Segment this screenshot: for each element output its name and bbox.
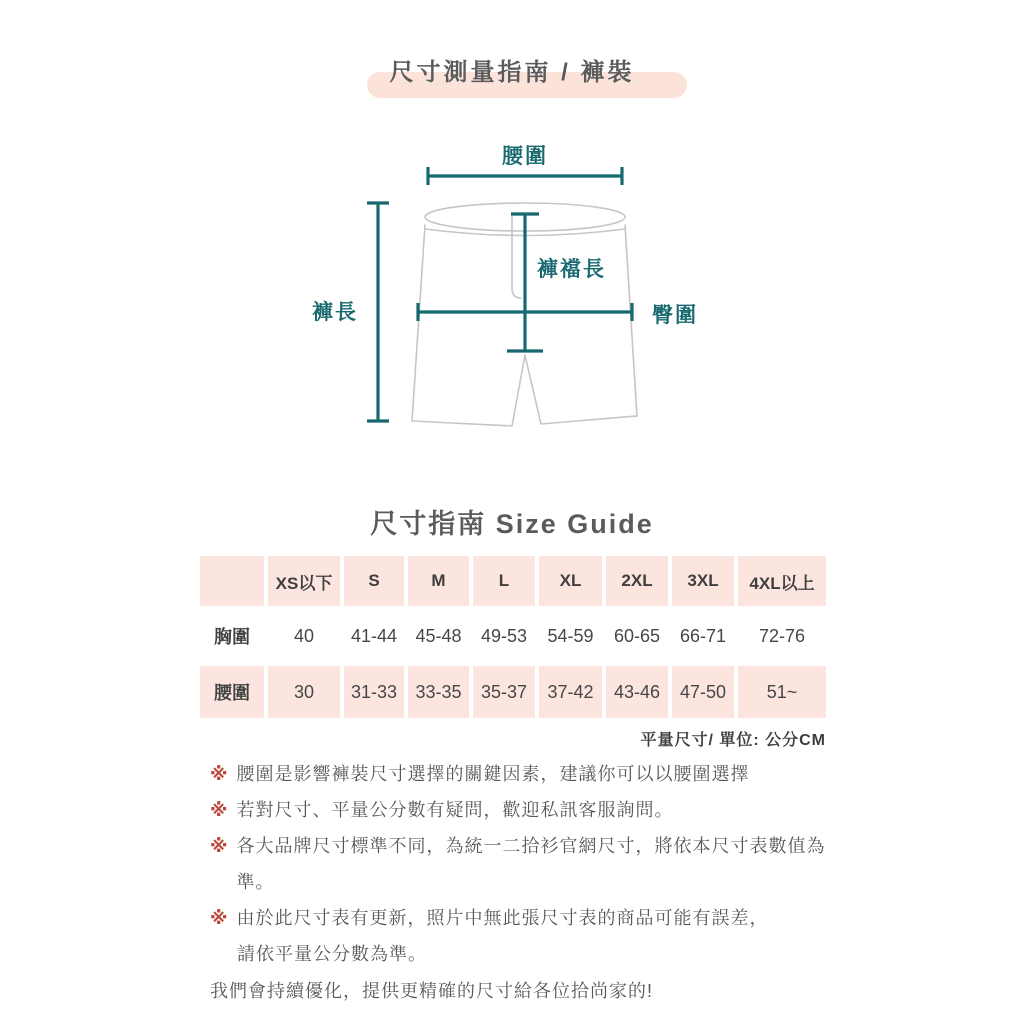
pants-measurement-diagram [300,130,720,460]
table-cell: 37-42 [539,666,602,718]
page-title [389,52,634,87]
table-cell: 45-48 [408,610,469,662]
column-header: 2XL [606,556,668,606]
table-cell: 40 [268,610,340,662]
shorts-diagram-svg [300,130,720,460]
unit-note: 平量尺寸/ 單位: 公分CM [640,732,826,749]
reference-mark-icon: ※ [210,800,229,820]
note-text: 由於此尺寸表有更新，照片中無此張尺寸表的商品可能有誤差， [236,908,769,928]
table-corner-cell [200,556,264,606]
note-item [210,828,850,900]
column-header: XL [539,556,602,606]
notes-section [210,756,850,1009]
reference-mark-icon: ※ [210,764,229,784]
pant-length-label: 褲長 [312,301,358,324]
column-header: S [344,556,404,606]
table-cell: 49-53 [473,610,535,662]
table-cell: 47-50 [672,666,734,718]
table-cell: 31-33 [344,666,404,718]
column-header: 4XL以上 [738,556,826,606]
table-cell: 51~ [738,666,826,718]
table-cell: 43-46 [606,666,668,718]
size-table [200,556,826,718]
closing-note: 我們會持續優化，提供更精確的尺寸給各位拾尚家的! [210,981,653,1001]
table-cell: 30 [268,666,340,718]
table-cell: 33-35 [408,666,469,718]
note-item [210,900,850,936]
waist-label: 腰圍 [502,145,548,168]
column-header: L [473,556,535,606]
column-header: XS以下 [268,556,340,606]
table-cell: 54-59 [539,610,602,662]
page-title-wrap [0,52,1024,87]
reference-mark-icon: ※ [210,836,229,856]
hip-label: 臀圍 [652,304,698,327]
row-label-chest: 胸圍 [200,610,264,662]
table-cell: 41-44 [344,610,404,662]
reference-mark-icon: ※ [210,908,229,928]
table-cell: 66-71 [672,610,734,662]
size-guide-heading: 尺寸指南 Size Guide [370,509,654,539]
page-title-text: 尺寸測量指南 / 褲裝 [389,59,635,86]
crotch-length-label: 褲襠長 [537,258,606,281]
table-cell: 72-76 [738,610,826,662]
note-item [210,792,850,828]
table-cell: 60-65 [606,610,668,662]
measurement-lines [367,167,632,421]
note-text: 各大品牌尺寸標準不同，為統一二拾衫官網尺寸，將依本尺寸表數值為準。 [236,836,826,892]
length-measure-line [367,203,389,421]
column-header: 3XL [672,556,734,606]
hem-and-crotch [412,355,637,426]
waist-measure-line [428,167,622,185]
fly-line [512,214,521,298]
note-text: 腰圍是影響褲裝尺寸選擇的關鍵因素，建議你可以以腰圍選擇 [236,764,750,784]
note-continuation: 請依平量公分數為準。 [237,944,427,964]
note-item [210,756,850,792]
column-header: M [408,556,469,606]
left-side-seam [412,225,425,421]
note-text: 若對尺寸、平量公分數有疑問，歡迎私訊客服詢問。 [236,800,674,820]
table-cell: 35-37 [473,666,535,718]
row-label-waist: 腰圍 [200,666,264,718]
